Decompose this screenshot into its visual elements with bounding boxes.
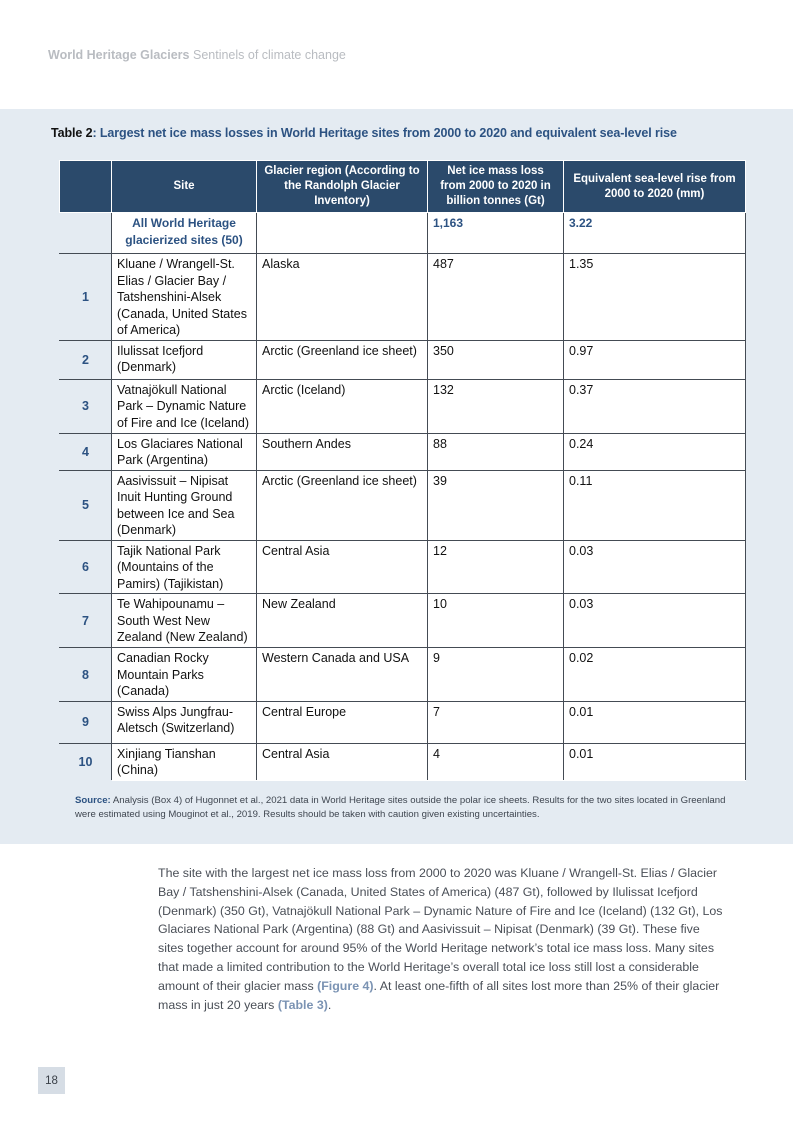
site-cell: Canadian Rocky Mountain Parks (Canada) [112, 648, 257, 702]
region-cell: Central Europe [257, 701, 428, 743]
ice-loss-table [59, 160, 746, 781]
rank-cell: 8 [60, 648, 112, 702]
summary-sealevel: 3.22 [564, 213, 746, 254]
region-cell: New Zealand [257, 594, 428, 648]
rank-cell: 5 [60, 470, 112, 540]
table-row [60, 379, 746, 433]
rank-cell: 6 [60, 540, 112, 594]
site-cell: Kluane / Wrangell-St. Elias / Glacier Bay / Tatshenshini-Alsek (Canada, United States of America) [112, 254, 257, 341]
table-caption [51, 126, 677, 140]
body-text-3: . [327, 997, 332, 1012]
sealevel-cell: 1.35 [564, 254, 746, 341]
loss-cell: 39 [428, 470, 564, 540]
rank-cell: 7 [60, 594, 112, 648]
table-row [60, 254, 746, 341]
body-paragraph [158, 864, 728, 1014]
col-header-region: Glacier region (According to the Randolph Glacier Inventory) [257, 161, 428, 213]
site-cell: Xinjiang Tianshan (China) [112, 743, 257, 780]
series-subtitle: Sentinels of climate change [192, 48, 346, 62]
source-label: Source: [75, 795, 111, 806]
region-cell: Arctic (Greenland ice sheet) [257, 470, 428, 540]
site-cell: Aasivissuit – Nipisat Inuit Hunting Ground between Ice and Sea (Denmark) [112, 470, 257, 540]
loss-cell: 132 [428, 379, 564, 433]
summary-site: All World Heritage glacierized sites (50) [112, 213, 257, 254]
summary-region [257, 213, 428, 254]
site-cell: Los Glaciares National Park (Argentina) [112, 433, 257, 470]
table-row [60, 701, 746, 743]
page-number: 18 [38, 1067, 65, 1094]
site-cell: Ilulissat Icefjord (Denmark) [112, 340, 257, 379]
loss-cell: 4 [428, 743, 564, 780]
site-cell: Te Wahipounamu – South West New Zealand (New Zealand) [112, 594, 257, 648]
sealevel-cell: 0.01 [564, 743, 746, 780]
table-caption-number: Table 2 [51, 126, 93, 140]
loss-cell: 9 [428, 648, 564, 702]
body-text-1: The site with the largest net ice mass loss from 2000 to 2020 was Kluane / Wrangell-St. Elias / Glacier Bay / Tatshenshini-Alsek (Canada, United States of America) (487 Gt), followed by Ilulissat Icefjord (Denmark) (350 Gt), Vatnajökull National Park – Dynamic Nature of Fire and Ice (Iceland) (132 Gt), Los Glaciares National Park (Argentina) (88 Gt) and Aasivissuit – Nipisat (Denmark) (39 Gt). These five sites together account for around 95% of the World Heritage network’s total ice mass loss. Many sites that made a limited contribution to the World Heritage’s overall total ice loss still lost a considerable amount of their glacier mass [158, 866, 723, 993]
rank-cell: 9 [60, 701, 112, 743]
region-cell: Central Asia [257, 540, 428, 594]
sealevel-cell: 0.24 [564, 433, 746, 470]
table-body [60, 213, 746, 781]
summary-loss: 1,163 [428, 213, 564, 254]
loss-cell: 88 [428, 433, 564, 470]
sealevel-cell: 0.11 [564, 470, 746, 540]
sealevel-cell: 0.03 [564, 540, 746, 594]
table-row [60, 433, 746, 470]
col-header-rank [60, 161, 112, 213]
region-cell: Arctic (Greenland ice sheet) [257, 340, 428, 379]
sealevel-cell: 0.97 [564, 340, 746, 379]
summary-rank-cell [60, 213, 112, 254]
sealevel-cell: 0.03 [564, 594, 746, 648]
table-caption-title: : Largest net ice mass losses in World Heritage sites from 2000 to 2020 and equivalent sea-level rise [92, 126, 677, 140]
sealevel-cell: 0.02 [564, 648, 746, 702]
region-cell: Western Canada and USA [257, 648, 428, 702]
col-header-loss: Net ice mass loss from 2000 to 2020 in billion tonnes (Gt) [428, 161, 564, 213]
source-text: Analysis (Box 4) of Hugonnet et al., 2021 data in World Heritage sites outside the polar ice sheets. Results for the two sites located in Greenland were estimated using Mouginot et al., 2019. Results should be taken with caution given existing uncertainties. [75, 795, 726, 820]
region-cell: Arctic (Iceland) [257, 379, 428, 433]
rank-cell: 1 [60, 254, 112, 341]
rank-cell: 10 [60, 743, 112, 780]
series-title: World Heritage Glaciers [48, 48, 190, 62]
site-cell: Vatnajökull National Park – Dynamic Nature of Fire and Ice (Iceland) [112, 379, 257, 433]
table-source-note [75, 794, 735, 822]
region-cell: Alaska [257, 254, 428, 341]
table-header-row [60, 161, 746, 213]
loss-cell: 487 [428, 254, 564, 341]
rank-cell: 4 [60, 433, 112, 470]
region-cell: Central Asia [257, 743, 428, 780]
running-head [48, 48, 346, 62]
loss-cell: 350 [428, 340, 564, 379]
table-row [60, 743, 746, 780]
site-cell: Swiss Alps Jungfrau-Aletsch (Switzerland) [112, 701, 257, 743]
loss-cell: 10 [428, 594, 564, 648]
site-cell: Tajik National Park (Mountains of the Pamirs) (Tajikistan) [112, 540, 257, 594]
col-header-site: Site [112, 161, 257, 213]
body-text-2: . At least one-fifth of all sites lost more than 25% of their glacier mass in just 20 years [158, 978, 720, 1012]
figure-4-reference: (Figure 4) [317, 978, 374, 993]
rank-cell: 2 [60, 340, 112, 379]
table-row [60, 470, 746, 540]
summary-row [60, 213, 746, 254]
sealevel-cell: 0.37 [564, 379, 746, 433]
col-header-sealevel: Equivalent sea-level rise from 2000 to 2020 (mm) [564, 161, 746, 213]
table-row [60, 594, 746, 648]
table-row [60, 648, 746, 702]
table-row [60, 340, 746, 379]
loss-cell: 12 [428, 540, 564, 594]
loss-cell: 7 [428, 701, 564, 743]
table-3-reference: (Table 3) [277, 997, 328, 1012]
sealevel-cell: 0.01 [564, 701, 746, 743]
rank-cell: 3 [60, 379, 112, 433]
table-row [60, 540, 746, 594]
region-cell: Southern Andes [257, 433, 428, 470]
